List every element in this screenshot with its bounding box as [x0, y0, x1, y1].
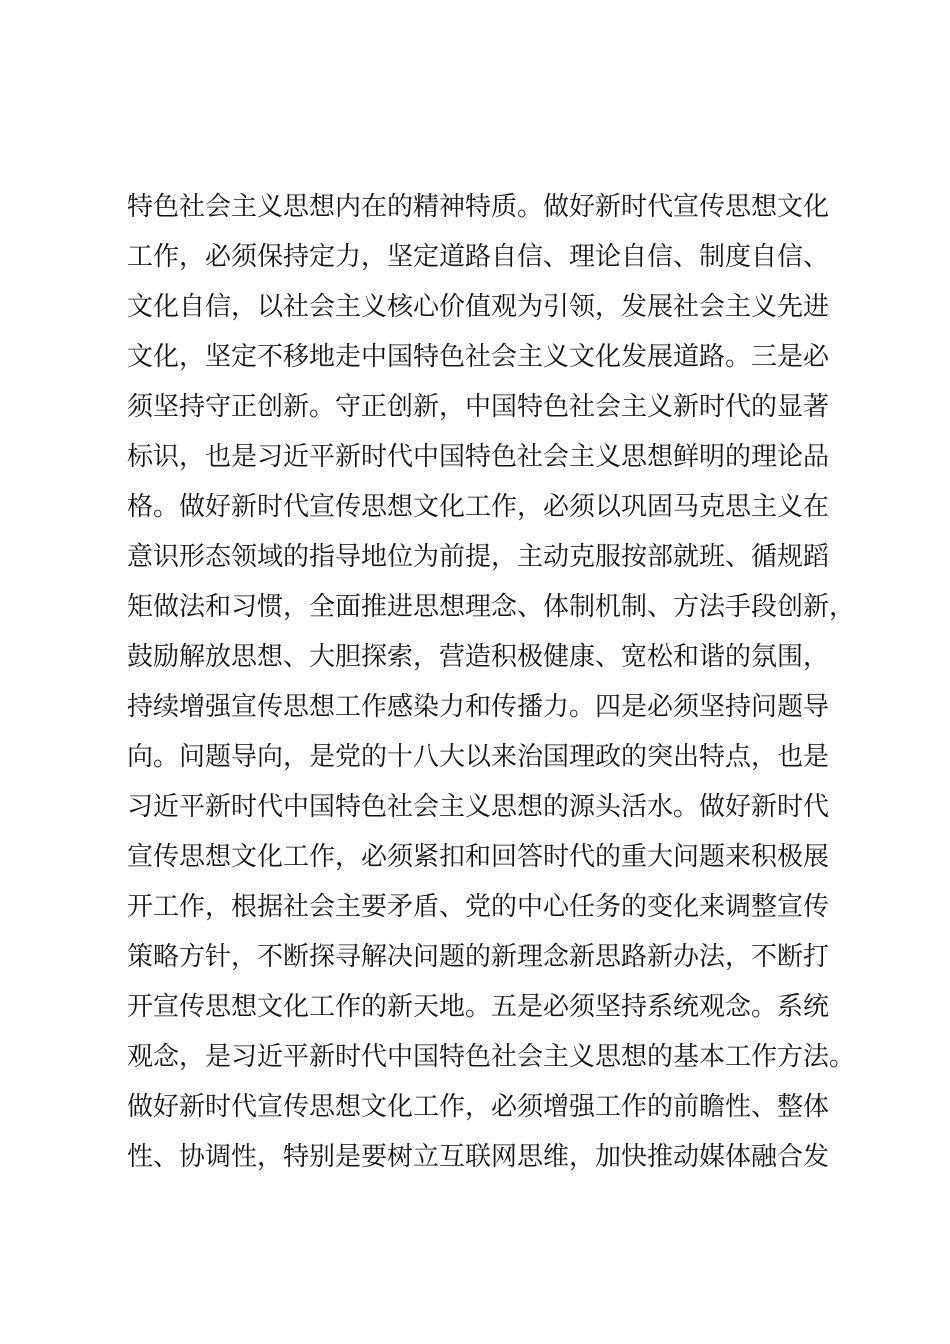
body-text [127, 182, 867, 1182]
text-line: 持续增强宣传思想工作感染力和传播力。四是必须坚持问题导 [127, 692, 830, 722]
text-line: 策略方针，不断探寻解决问题的新理念新思路新办法，不断打 [127, 942, 830, 972]
text-line: 特色社会主义思想内在的精神特质。做好新时代宣传思想文化 [127, 192, 830, 222]
text-line: 鼓励解放思想、大胆探索，营造积极健康、宽松和谐的氛围， [127, 642, 830, 672]
text-line: 须坚持守正创新。守正创新，中国特色社会主义新时代的显著 [127, 392, 830, 422]
text-line: 矩做法和习惯，全面推进思想理念、体制机制、方法手段创新， [127, 592, 856, 622]
text-line: 文化自信，以社会主义核心价值观为引领，发展社会主义先进 [127, 292, 830, 322]
text-line: 宣传思想文化工作，必须紧扣和回答时代的重大问题来积极展 [127, 842, 830, 872]
text-line: 做好新时代宣传思想文化工作，必须增强工作的前瞻性、整体 [127, 1092, 830, 1122]
text-line: 格。做好新时代宣传思想文化工作，必须以巩固马克思主义在 [127, 492, 830, 522]
text-line: 向。问题导向，是党的十八大以来治国理政的突出特点，也是 [127, 742, 830, 772]
text-line: 习近平新时代中国特色社会主义思想的源头活水。做好新时代 [127, 792, 830, 822]
text-line: 意识形态领域的指导地位为前提，主动克服按部就班、循规蹈 [127, 542, 830, 572]
text-line: 开宣传思想文化工作的新天地。五是必须坚持系统观念。系统 [127, 992, 830, 1022]
text-line: 工作，必须保持定力，坚定道路自信、理论自信、制度自信、 [127, 242, 830, 272]
text-line: 标识，也是习近平新时代中国特色社会主义思想鲜明的理论品 [127, 442, 830, 472]
text-line: 开工作，根据社会主要矛盾、党的中心任务的变化来调整宣传 [127, 892, 830, 922]
text-line: 性、协调性，特别是要树立互联网思维，加快推动媒体融合发 [127, 1142, 830, 1172]
text-line: 文化，坚定不移地走中国特色社会主义文化发展道路。三是必 [127, 342, 830, 372]
text-line: 观念，是习近平新时代中国特色社会主义思想的基本工作方法。 [127, 1042, 856, 1072]
